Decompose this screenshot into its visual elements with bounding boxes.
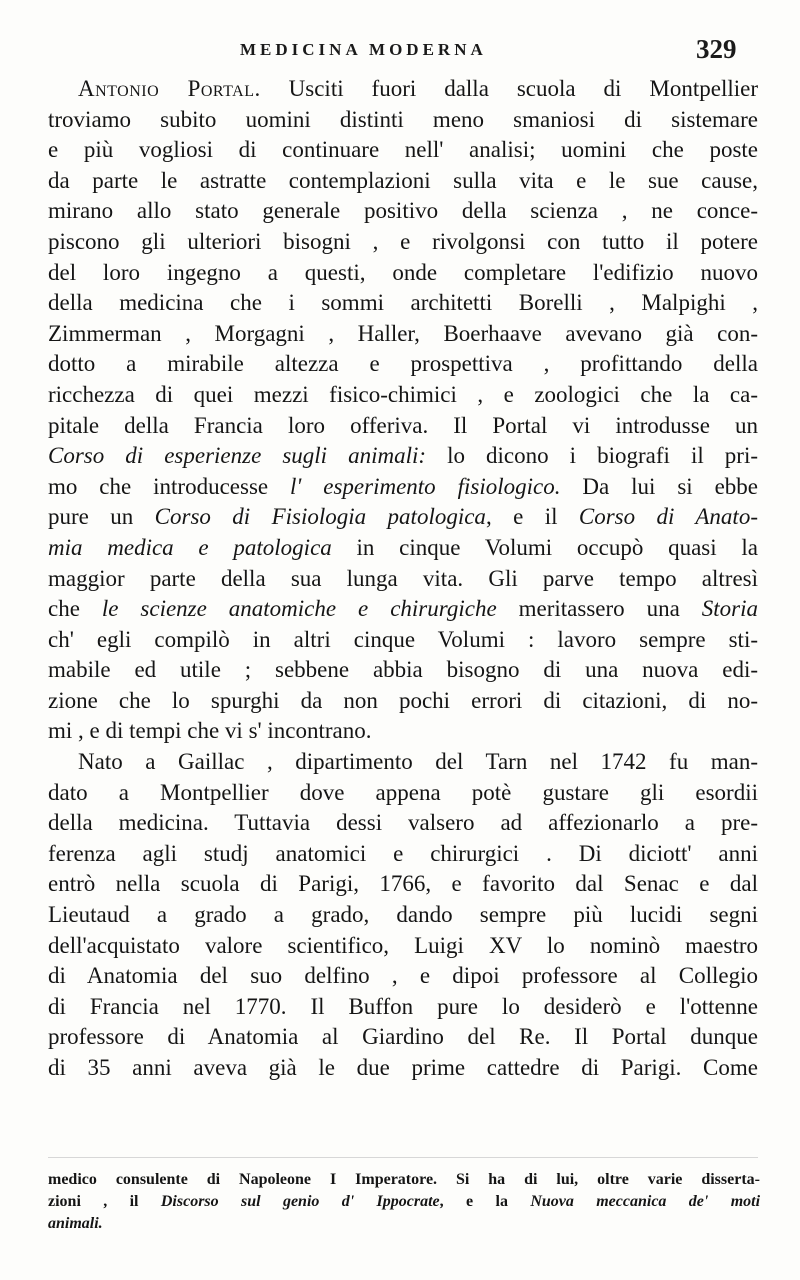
text-line: mia medica e patologica in cinque Volumi occupò quasi la [48,534,758,560]
body-text [48,74,758,1084]
text-line: dato a Montpellier dove appena potè gustare gli esordii [48,779,758,805]
text-line: da parte le astratte contemplazioni sulla vita e le sue cause, [48,167,758,193]
author-name: Antonio Portal. [78,76,261,101]
text-line: ch' egli compilò in altri cinque Volumi : lavoro sempre sti- [48,626,758,652]
book-title: Storia [701,596,758,622]
book-title: mia medica e patologica [48,534,332,560]
footnote-line: medico consulente di Napoleone I Imperatore. Si ha di lui, oltre varie disserta- [48,1171,760,1188]
text-line: mabile ed utile ; sebbene abbia bisogno di una nuova edi- [48,657,758,683]
text-line: dell'acquistato valore scientifico, Luigi XV lo nominò maestro [48,932,758,958]
text-line: di 35 anni aveva già le due prime cattedre di Parigi. Come [48,1055,758,1080]
text-line: entrò nella scuola di Parigi, 1766, e favorito dal Senac e dal [48,871,758,897]
text-line: dotto a mirabile altezza e prospettiva , profittando della [48,351,758,377]
book-title: Corso di Anato- [578,504,758,530]
italic-phrase: l' esperimento fisiologico. [290,473,561,499]
text-line: di Francia nel 1770. Il Buffon pure lo desiderò e l'ottenne [48,993,758,1019]
book-title: animali. [48,1215,103,1232]
text-line: del loro ingegno a questi, onde completare l'edifizio nuovo [48,259,758,285]
text-line: della medicina. Tuttavia dessi valsero ad affezionarlo a pre- [48,810,758,836]
text-line: piscono gli ulteriori bisogni , e rivolgonsi con tutto il potere [48,228,758,254]
footnote-line [48,1213,760,1235]
text-line: Corso di esperienze sugli animali: lo dicono i biografi il pri- [48,443,758,469]
text-line: mo che introducesse l' esperimento fisiologico. Da lui si ebbe [48,473,758,499]
running-title: MEDICINA MODERNA [240,40,487,59]
text-line: pure un Corso di Fisiologia patologica, e il Corso di Anato- [48,504,758,530]
text-line: e più vogliosi di continuare nell' analisi; uomini che poste [48,137,758,163]
text-line: ricchezza di quei mezzi fisico-chimici , e zoologici che la ca- [48,381,758,407]
text-line: Zimmerman , Morgagni , Haller, Boerhaave avevano già con- [48,320,758,346]
footnote-divider [48,1157,758,1158]
text-line: Lieutaud a grado a grado, dando sempre più lucidi segni [48,902,758,928]
book-title: Discorso sul genio d' Ippocrate [160,1193,440,1210]
book-title: Corso di Fisiologia patologica [154,504,486,530]
page-number: 329 [696,34,737,64]
text-line: professore di Anatomia al Giardino del Re. Il Portal dunque [48,1024,758,1050]
footnote [48,1169,760,1235]
text-line: zione che lo spurghi da non pochi errori di citazioni, di no- [48,687,758,713]
text-line: ferenza agli studj anatomici e chirurgici . Di diciott' anni [48,840,758,866]
book-title: le scienze anatomiche e chirurgiche [101,596,497,622]
book-title: Nuova meccanica de' moti [530,1193,760,1210]
text-line: pitale della Francia loro offeriva. Il Portal vi introdusse un [48,412,758,438]
text-line: che le scienze anatomiche e chirurgiche meritassero una Storia [48,596,758,622]
book-title: Corso di esperienze sugli animali: [48,443,427,469]
text-line: mi , e di tempi che vi s' incontrano. [48,718,372,744]
text-line: mirano allo stato generale positivo della scienza , ne conce- [48,198,758,224]
footnote-line: zioni , il Discorso sul genio d' Ippocrate, e la Nuova meccanica de' moti [48,1193,760,1210]
text-line: maggior parte della sua lunga vita. Gli parve tempo altresì [48,565,758,591]
text-line: della medicina che i sommi architetti Borelli , Malpighi , [48,290,758,316]
text-line: Nato a Gaillac , dipartimento del Tarn nel 1742 fu man- [78,749,758,775]
running-head [0,34,800,68]
text-line: Antonio Portal. Usciti fuori dalla scuola di Montpellier [78,76,758,101]
text-line: di Anatomia del suo delfino , e dipoi professore al Collegio [48,963,758,989]
text-line: troviamo subito uomini distinti meno smaniosi di sistemare [48,106,758,132]
